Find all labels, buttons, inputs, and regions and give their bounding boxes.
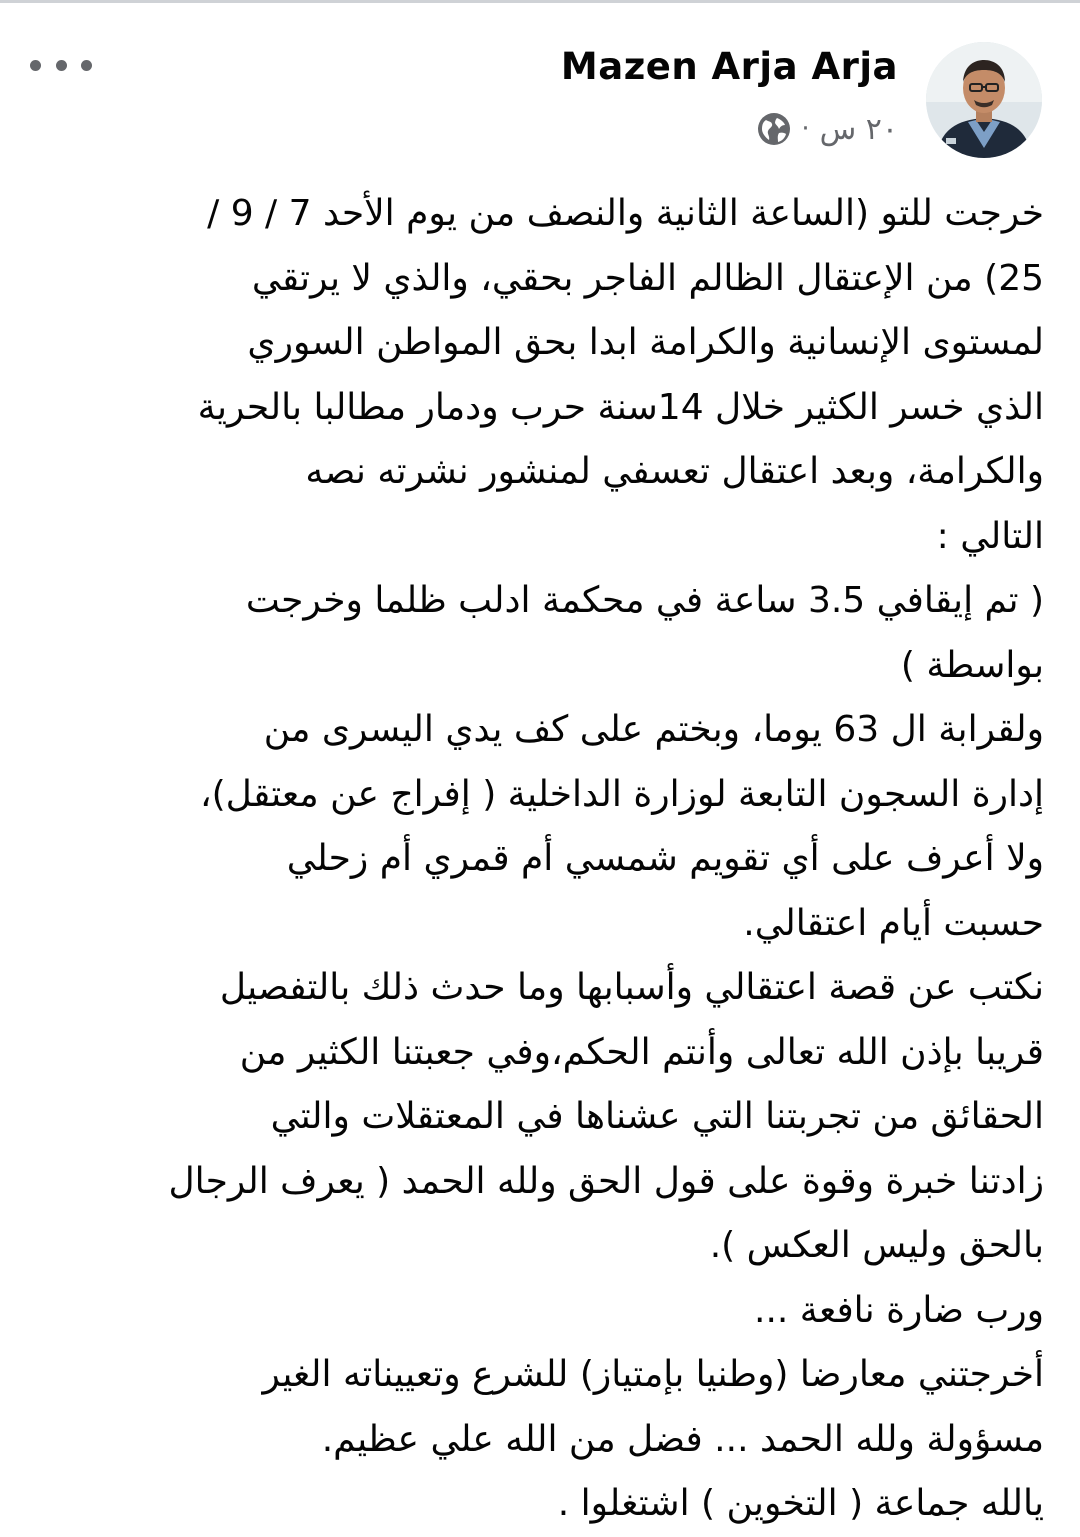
- post-text-line: ولقرابة ال 63 يوما، وبختم على كف يدي اليسرى من: [263, 709, 1044, 750]
- post-text-line: خرجت للتو (الساعة الثانية والنصف من يوم الأحد 7 / 9 /: [207, 193, 1044, 234]
- post-text-line: لمستوى الإنسانية والكرامة ابدا بحق المواطن السوري: [247, 322, 1044, 363]
- post-text-line: نكتب عن قصة اعتقالي وأسبابها وما حدث ذلك بالتفصيل: [219, 967, 1044, 1008]
- post-text: [36, 182, 1044, 1537]
- post-meta: [757, 108, 898, 150]
- more-options-icon: [81, 60, 92, 71]
- post-text-line: الذي خسر الكثير خلال 14سنة حرب ودمار مطالبا بالحرية: [197, 386, 1044, 428]
- post-text-line: زادتنا خبرة وقوة على قول الحق ولله الحمد ( يعرف الرجال: [168, 1160, 1044, 1202]
- post-text-line: أخرجتني معارضا (وطنيا بإمتياز) للشرع وتعييناته الغير: [262, 1354, 1044, 1395]
- post-text-line: ( تم إيقافي 3.5 ساعة في محكمة ادلب ظلما وخرجت: [245, 580, 1044, 621]
- post-text-line: حسبت أيام اعتقالي.: [743, 902, 1044, 944]
- author-avatar[interactable]: [926, 42, 1042, 158]
- post-timestamp[interactable]: ٢٠ س: [819, 111, 898, 147]
- author-name[interactable]: Mazen Arja Arja: [560, 45, 898, 88]
- more-options-icon: [56, 60, 67, 71]
- post-text-line: 25) من الإعتقال الظالم الفاجر بحقي، والذي لا يرتقي: [251, 257, 1044, 299]
- post-text-line: والكرامة، وبعد اعتقال تعسفي لمنشور نشرته نصه: [305, 451, 1044, 492]
- more-options-icon: [30, 60, 41, 71]
- post-text-line: ورب ضارة نافعة ...: [754, 1289, 1044, 1331]
- meta-separator: ·: [801, 114, 810, 144]
- post-text-line: يالله جماعة ( التخوين ) اشتغلوا .: [557, 1483, 1044, 1524]
- globe-icon: [757, 112, 791, 146]
- post-text-line: بالحق وليس العكس ).: [709, 1225, 1044, 1266]
- post-text-line: التالي :: [936, 515, 1044, 557]
- post-text-line: قريبا بإذن الله تعالى وأنتم الحكم،وفي جعبتنا الكثير من: [239, 1031, 1044, 1073]
- more-options-button[interactable]: [30, 50, 92, 80]
- post-text-line: إدارة السجون التابعة لوزارة الداخلية ( إفراج عن معتقل)،: [200, 773, 1044, 815]
- post-text-line: ولا أعرف على أي تقويم شمسي أم قمري أم زحلي: [286, 838, 1044, 879]
- post-text-line: الحقائق من تجربتنا التي عشناها في المعتقلات والتي: [270, 1096, 1044, 1137]
- post-text-line: مسؤولة ولله الحمد ... فضل من الله علي عظيم.: [321, 1418, 1044, 1460]
- top-divider: [0, 0, 1080, 3]
- post-text-line: بواسطة ): [900, 644, 1044, 686]
- avatar-photo: [926, 42, 1042, 158]
